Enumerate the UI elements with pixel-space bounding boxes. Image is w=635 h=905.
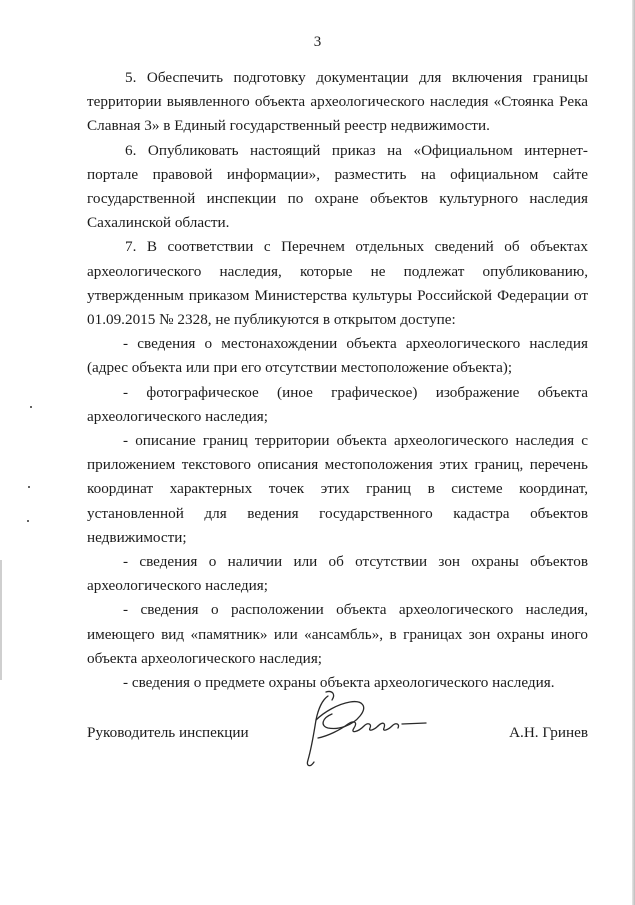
page-number: 3 bbox=[313, 34, 322, 50]
document-body bbox=[87, 66, 588, 695]
list-item-photo: - фотографическое (иное графическое) изображение объекта археологического наследия; bbox=[87, 383, 588, 425]
signatory-title: Руководитель инспекции bbox=[87, 724, 249, 741]
paragraph-5: 5. Обеспечить подготовку документации для включения границы территории выявленного объекта археологического наследия «Стоянка Река Славная 3» в Единый государственный реестр недвижимости. bbox=[87, 69, 588, 135]
scan-speck bbox=[30, 406, 32, 408]
handwritten-signature bbox=[298, 686, 438, 770]
paragraph-7: 7. В соответствии с Перечнем отдельных сведений об объектах археологического наследия, которые не подлежат опубликованию, утвержденным приказом Министерства культуры Российской Федерации от 01.09.2015 № 2328, не публикуются в открытом доступе: bbox=[87, 238, 588, 329]
list-item-location: - сведения о местонахождении объекта археологического наследия (адрес объекта или при его отсутствии местоположение объекта); bbox=[87, 335, 588, 377]
list-item-boundaries: - описание границ территории объекта археологического наследия с приложением текстового описания местоположения этих границ, перечень координат характерных точек этих границ в системе координат, установленной для ведения государственного кадастра объектов недвижимости; bbox=[87, 432, 588, 546]
scan-speck bbox=[28, 486, 30, 488]
scan-edge-mark bbox=[0, 560, 2, 680]
signatory-name: А.Н. Гринев bbox=[509, 724, 588, 741]
paragraph-6: 6. Опубликовать настоящий приказ на «Официальном интернет-портале правовой информации», разместить на официальном сайте государственной инспекции по охране объектов культурного наследия Сахалинской области. bbox=[87, 141, 588, 232]
list-item-monument-location: - сведения о расположении объекта археологического наследия, имеющего вид «памятник» или «ансамбль», в границах зон охраны иного объекта археологического наследия; bbox=[87, 601, 588, 667]
scan-speck bbox=[27, 520, 29, 522]
list-item-protection-subject: - сведения о предмете охраны объекта археологического наследия. bbox=[123, 674, 555, 692]
list-item-protection-zones: - сведения о наличии или об отсутствии зон охраны объектов археологического наследия; bbox=[87, 553, 588, 595]
